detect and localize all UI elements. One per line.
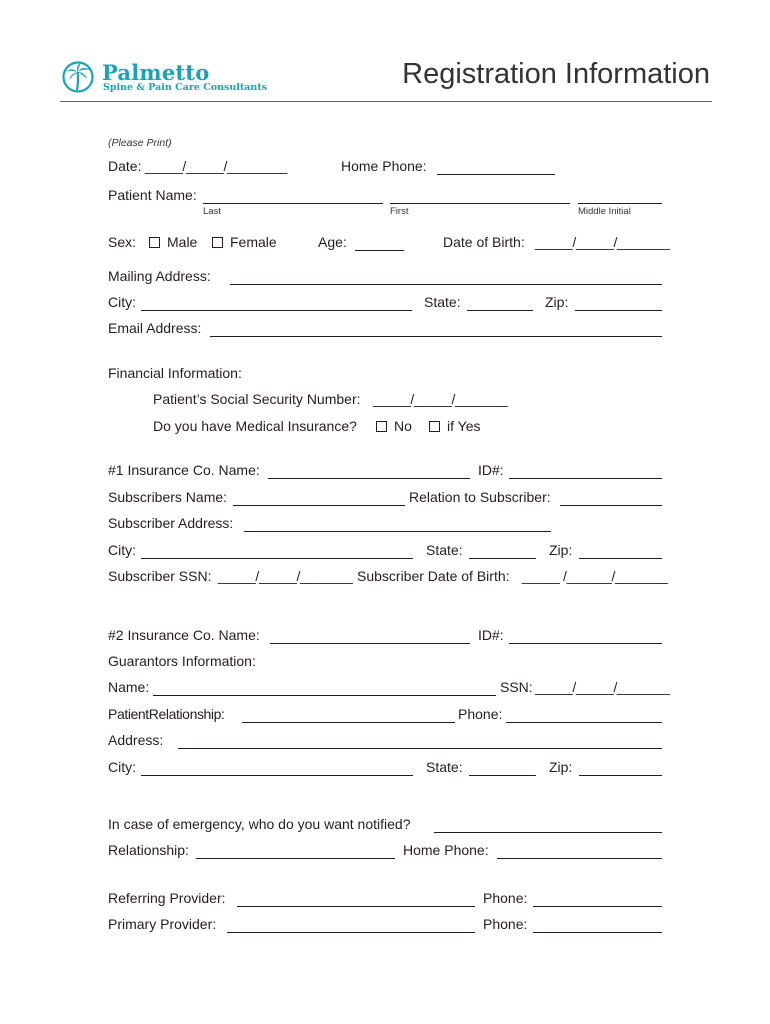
print-note: (Please Print) <box>108 137 172 149</box>
logo-name: Palmetto <box>102 60 210 85</box>
referring-phone-label: Phone: <box>483 890 528 906</box>
emergency-relationship-row <box>0 842 770 862</box>
logo-subtitle: Spine & Pain Care Consultants <box>103 82 268 93</box>
emergency-home-phone-field[interactable] <box>497 858 662 859</box>
financial-heading-row <box>0 365 770 385</box>
ssn-label: Patient’s Social Security Number: <box>153 391 361 407</box>
email-row <box>0 320 770 340</box>
insurance1-id-field[interactable] <box>509 478 662 479</box>
guarantor-name-row <box>0 679 770 699</box>
relation-to-subscriber-label: Relation to Subscriber: <box>409 489 551 505</box>
guarantor-relationship-row <box>0 706 770 726</box>
dob-label: Date of Birth: <box>443 234 525 250</box>
insurance1-state-field[interactable] <box>469 558 536 559</box>
palm-tree-icon <box>60 60 100 94</box>
insurance1-city-field[interactable] <box>141 558 413 559</box>
first-caption: First <box>390 206 409 217</box>
primary-provider-label: Primary Provider: <box>108 916 217 932</box>
subscriber-address-row <box>0 515 770 535</box>
financial-heading: Financial Information: <box>108 365 242 381</box>
insurance-question: Do you have Medical Insurance? <box>153 418 357 434</box>
email-label: Email Address: <box>108 320 202 336</box>
insurance-yes-checkbox[interactable] <box>429 421 440 432</box>
guarantor-heading-row <box>0 653 770 673</box>
insurance1-zip-field[interactable] <box>579 558 662 559</box>
emergency-home-phone-label: Home Phone: <box>403 842 489 858</box>
emergency-row <box>0 816 770 836</box>
sex-age-dob-row <box>0 234 770 254</box>
age-label: Age: <box>318 234 347 250</box>
guarantor-city-field[interactable] <box>141 775 413 776</box>
palmetto-logo <box>60 60 268 100</box>
mailing-address-row <box>0 268 770 288</box>
first-name-field[interactable] <box>390 203 570 204</box>
last-caption: Last <box>203 206 221 217</box>
subscriber-dob-field[interactable]: _____ /______/_______ <box>522 568 668 584</box>
date-label: Date: <box>108 158 142 174</box>
primary-provider-row <box>0 916 770 936</box>
guarantor-phone-label: Phone: <box>458 706 503 722</box>
insurance1-state-label: State: <box>426 542 463 558</box>
ssn-row <box>0 391 770 411</box>
city-state-zip-row <box>0 294 770 314</box>
emergency-question: In case of emergency, who do you want notified? <box>108 816 411 832</box>
emergency-relationship-label: Relationship: <box>108 842 189 858</box>
guarantor-state-field[interactable] <box>469 775 536 776</box>
state-label: State: <box>424 294 461 310</box>
guarantor-address-field[interactable] <box>178 748 662 749</box>
insurance-no-checkbox[interactable] <box>376 421 387 432</box>
referring-provider-row <box>0 890 770 910</box>
title-divider <box>60 101 712 102</box>
guarantor-relationship-label: PatientRelationship: <box>108 706 225 722</box>
emergency-relationship-field[interactable] <box>196 858 395 859</box>
primary-phone-field[interactable] <box>533 932 662 933</box>
mailing-address-label: Mailing Address: <box>108 268 211 284</box>
emergency-contact-field[interactable] <box>434 832 662 833</box>
female-checkbox[interactable] <box>212 237 223 248</box>
insurance1-name-row <box>0 462 770 482</box>
insurance-question-row <box>0 418 770 438</box>
sex-label: Sex: <box>108 234 137 250</box>
last-name-field[interactable] <box>203 203 383 204</box>
insurance1-name-label: #1 Insurance Co. Name: <box>108 462 260 478</box>
guarantor-city-label: City: <box>108 759 136 775</box>
insurance1-zip-label: Zip: <box>549 542 573 558</box>
subscriber-address-label: Subscriber Address: <box>108 515 234 531</box>
city-label: City: <box>108 294 136 310</box>
guarantor-city-row <box>0 759 770 779</box>
age-field[interactable] <box>355 250 404 251</box>
insurance1-city-label: City: <box>108 542 136 558</box>
guarantor-ssn-field[interactable]: _____/_____/_______ <box>535 679 670 695</box>
date-field[interactable]: _____/_____/________ <box>145 158 287 174</box>
guarantor-zip-label: Zip: <box>549 759 573 775</box>
middle-initial-field[interactable] <box>578 203 662 204</box>
subscriber-name-row <box>0 489 770 509</box>
guarantor-phone-field[interactable] <box>506 722 662 723</box>
guarantor-name-label: Name: <box>108 679 150 695</box>
subscriber-ssn-field[interactable]: _____/_____/_______ <box>218 568 353 584</box>
patient-name-row <box>0 187 770 207</box>
female-label: Female <box>230 234 277 250</box>
subscriber-name-label: Subscribers Name: <box>108 489 228 505</box>
referring-phone-field[interactable] <box>533 906 662 907</box>
subscriber-ssn-label: Subscriber SSN: <box>108 568 212 584</box>
guarantor-address-row <box>0 732 770 752</box>
insurance2-id-field[interactable] <box>509 643 662 644</box>
email-field[interactable] <box>210 336 662 337</box>
subscriber-name-field[interactable] <box>233 505 405 506</box>
guarantor-zip-field[interactable] <box>579 775 662 776</box>
subscriber-dob-label: Subscriber Date of Birth: <box>357 568 510 584</box>
patient-name-label: Patient Name: <box>108 187 197 203</box>
primary-phone-label: Phone: <box>483 916 528 932</box>
zip-field[interactable] <box>575 310 662 311</box>
referring-provider-label: Referring Provider: <box>108 890 226 906</box>
guarantor-relationship-field[interactable] <box>242 722 455 723</box>
ssn-field[interactable]: _____/_____/_______ <box>373 391 508 407</box>
state-field[interactable] <box>467 310 533 311</box>
subscriber-ssn-row <box>0 568 770 588</box>
insurance1-id-label: ID#: <box>478 462 504 478</box>
home-phone-label: Home Phone: <box>341 158 427 174</box>
date-row <box>0 158 770 178</box>
insurance2-id-label: ID#: <box>478 627 504 643</box>
insurance2-name-label: #2 Insurance Co. Name: <box>108 627 260 643</box>
primary-provider-field[interactable] <box>227 932 475 933</box>
mailing-address-field[interactable] <box>230 284 662 285</box>
subscriber-address-field[interactable] <box>244 531 551 532</box>
dob-field[interactable]: _____/_____/_______ <box>535 234 670 250</box>
guarantor-ssn-label: SSN: <box>500 679 533 695</box>
male-checkbox[interactable] <box>149 237 160 248</box>
page-title: Registration Information <box>402 58 710 90</box>
insurance-no-label: No <box>394 418 412 434</box>
relation-to-subscriber-field[interactable] <box>560 505 662 506</box>
insurance-yes-label: if Yes <box>447 418 481 434</box>
guarantor-name-field[interactable] <box>153 695 496 696</box>
male-label: Male <box>167 234 198 250</box>
insurance1-name-field[interactable] <box>268 478 470 479</box>
home-phone-field[interactable] <box>437 174 555 175</box>
insurance1-city-row <box>0 542 770 562</box>
guarantor-state-label: State: <box>426 759 463 775</box>
middle-initial-caption: Middle Initial <box>578 206 631 217</box>
insurance2-name-field[interactable] <box>270 643 470 644</box>
city-field[interactable] <box>141 310 412 311</box>
guarantor-heading: Guarantors Information: <box>108 653 256 669</box>
zip-label: Zip: <box>545 294 569 310</box>
referring-provider-field[interactable] <box>237 906 475 907</box>
guarantor-address-label: Address: <box>108 732 164 748</box>
insurance2-name-row <box>0 627 770 647</box>
